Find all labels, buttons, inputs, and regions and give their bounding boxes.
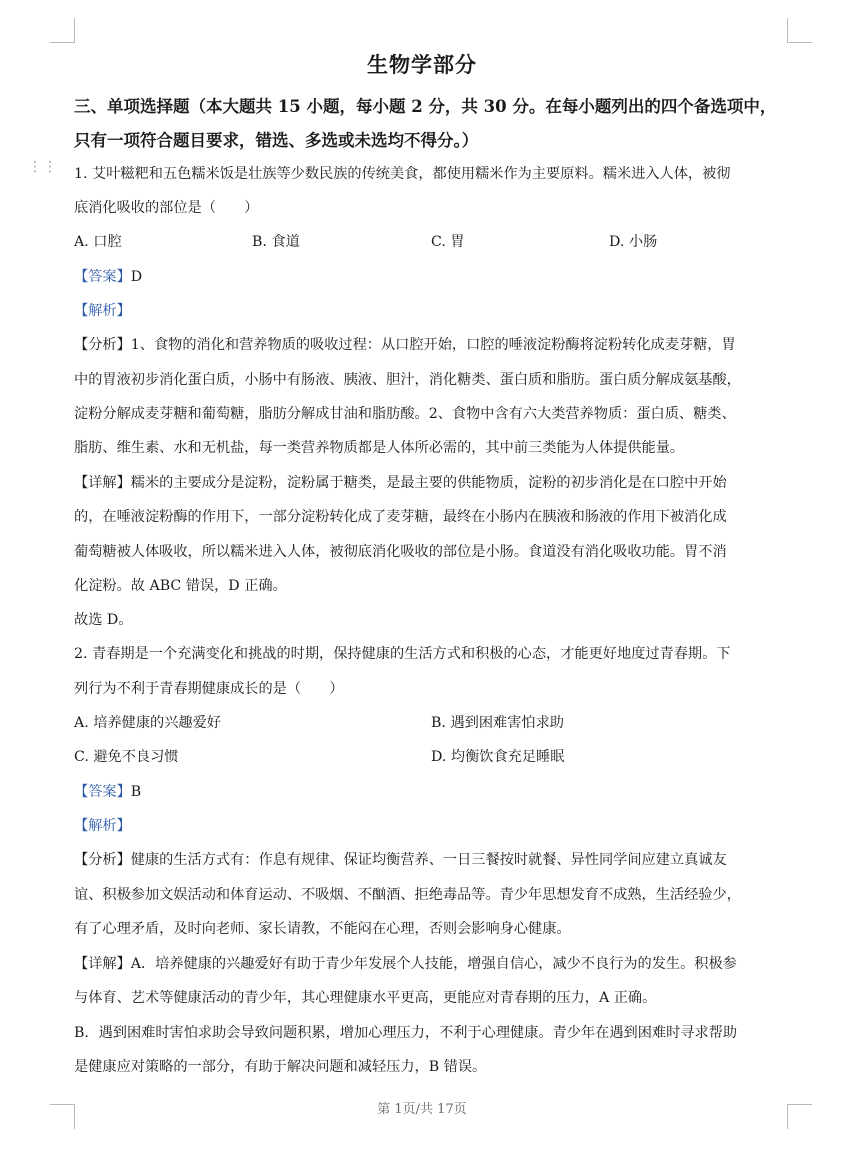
q2-fenxi-line: 谊、积极参加文娱活动和体育运动、不吸烟、不酗酒、拒绝毒品等。青少年思想发育不成熟，生活经验少，	[74, 887, 741, 903]
page-corner-mark	[787, 18, 812, 43]
drag-handle-icon[interactable]: ⋮⋮	[28, 159, 58, 175]
q2-fenxi-line: 【分析】健康的生活方式有：作息有规律、保证均衡营养、一日三餐按时就餐、异性同学间应建立真诚友	[74, 852, 727, 868]
q2-option-d: D. 均衡饮食充足睡眠	[431, 749, 565, 765]
section-heading-line: 三、单项选择题（本大题共 15 小题，每小题 2 分，共 30 分。在每小题列出的四个备选项中，	[74, 97, 777, 116]
q2-analysis-tag: 【解析】	[74, 818, 131, 834]
q1-analysis-tag: 【解析】	[74, 303, 131, 319]
q2-xiangjie-line: B．遇到困难时害怕求助会导致问题积累，增加心理压力，不利于心理健康。青少年在遇到困难时寻求帮助	[74, 1025, 738, 1041]
section-heading	[74, 90, 794, 158]
q2-fenxi-line: 有了心理矛盾，及时向老师、家长请教，不能闷在心理，否则会影响身心健康。	[74, 921, 571, 937]
q2-option-b: B. 遇到困难害怕求助	[431, 715, 564, 731]
page-corner-mark	[50, 18, 75, 43]
q1-xiangjie-line: 的，在唾液淀粉酶的作用下，一部分淀粉转化成了麦芽糖，最终在小肠内在胰液和肠液的作用下被消化成	[74, 509, 727, 525]
q1-stem: 底消化吸收的部位是（ ）	[74, 200, 259, 216]
answer-value: B	[130, 784, 142, 800]
q1-xiangjie-line: 葡萄糖被人体吸收，所以糯米进入人体，被彻底消化吸收的部位是小肠。食道没有消化吸收功能。胃不消	[74, 544, 727, 560]
q1-fenxi-line: 中的胃液初步消化蛋白质，小肠中有肠液、胰液、胆汁，消化糖类、蛋白质和脂肪。蛋白质分解成氨基酸，	[74, 372, 741, 388]
q1-stem: 1. 艾叶糍粑和五色糯米饭是壮族等少数民族的传统美食，都使用糯米作为主要原料。糯米进入人体，被彻	[74, 166, 731, 182]
q1-option-c: C. 胃	[431, 234, 465, 250]
q1-xiangjie-line: 化淀粉。故 ABC 错误，D 正确。	[74, 578, 287, 594]
page-footer: 第 1页/共 17页	[377, 1102, 467, 1117]
answer-tag: 【答案】	[74, 269, 131, 285]
answer-value: D	[130, 269, 143, 285]
q1-option-a: A. 口腔	[74, 234, 122, 250]
q2-xiangjie-line: 【详解】A．培养健康的兴趣爱好有助于青少年发展个人技能，增强自信心，减少不良行为的发生。积极参	[74, 956, 737, 972]
page-title: 生物学部分	[367, 52, 477, 77]
q1-fenxi-line: 【分析】1、食物的消化和营养物质的吸收过程：从口腔开始，口腔的唾液淀粉酶将淀粉转化成麦芽糖，胃	[74, 337, 736, 353]
q1-fenxi-line: 淀粉分解成麦芽糖和葡萄糖，脂肪分解成甘油和脂肪酸。2、食物中含有六大类营养物质：蛋白质、糖类、	[74, 406, 736, 422]
q1-fenxi-line: 脂肪、维生素、水和无机盐，每一类营养物质都是人体所必需的，其中前三类能为人体提供能量。	[74, 440, 685, 456]
q2-answer	[74, 781, 789, 803]
section-heading-line: 只有一项符合题目要求，错选、多选或未选均不得分。）	[74, 131, 479, 150]
q1-xiangjie-line: 【详解】糯米的主要成分是淀粉，淀粉属于糖类，是最主要的供能物质，淀粉的初步消化是在口腔中开始	[74, 475, 727, 491]
q1-option-b: B. 食道	[252, 234, 300, 250]
q2-xiangjie-line: 是健康应对策略的一部分，有助于解决问题和减轻压力，B 错误。	[74, 1059, 487, 1075]
q1-option-d: D. 小肠	[609, 234, 658, 250]
q2-option-c: C. 避免不良习惯	[74, 749, 179, 765]
q1-conclusion: 故选 D。	[74, 612, 133, 628]
answer-tag: 【答案】	[74, 784, 131, 800]
q2-xiangjie-line: 与体育、艺术等健康活动的青少年，其心理健康水平更高，更能应对青春期的压力，A 正确。	[74, 990, 657, 1006]
q2-option-a: A. 培养健康的兴趣爱好	[74, 715, 221, 731]
q2-stem: 列行为不利于青春期健康成长的是（ ）	[74, 681, 344, 697]
q2-stem: 2. 青春期是一个充满变化和挑战的时期，保持健康的生活方式和积极的心态，才能更好地度过青春期。下	[74, 646, 731, 662]
q1-answer	[74, 266, 789, 288]
